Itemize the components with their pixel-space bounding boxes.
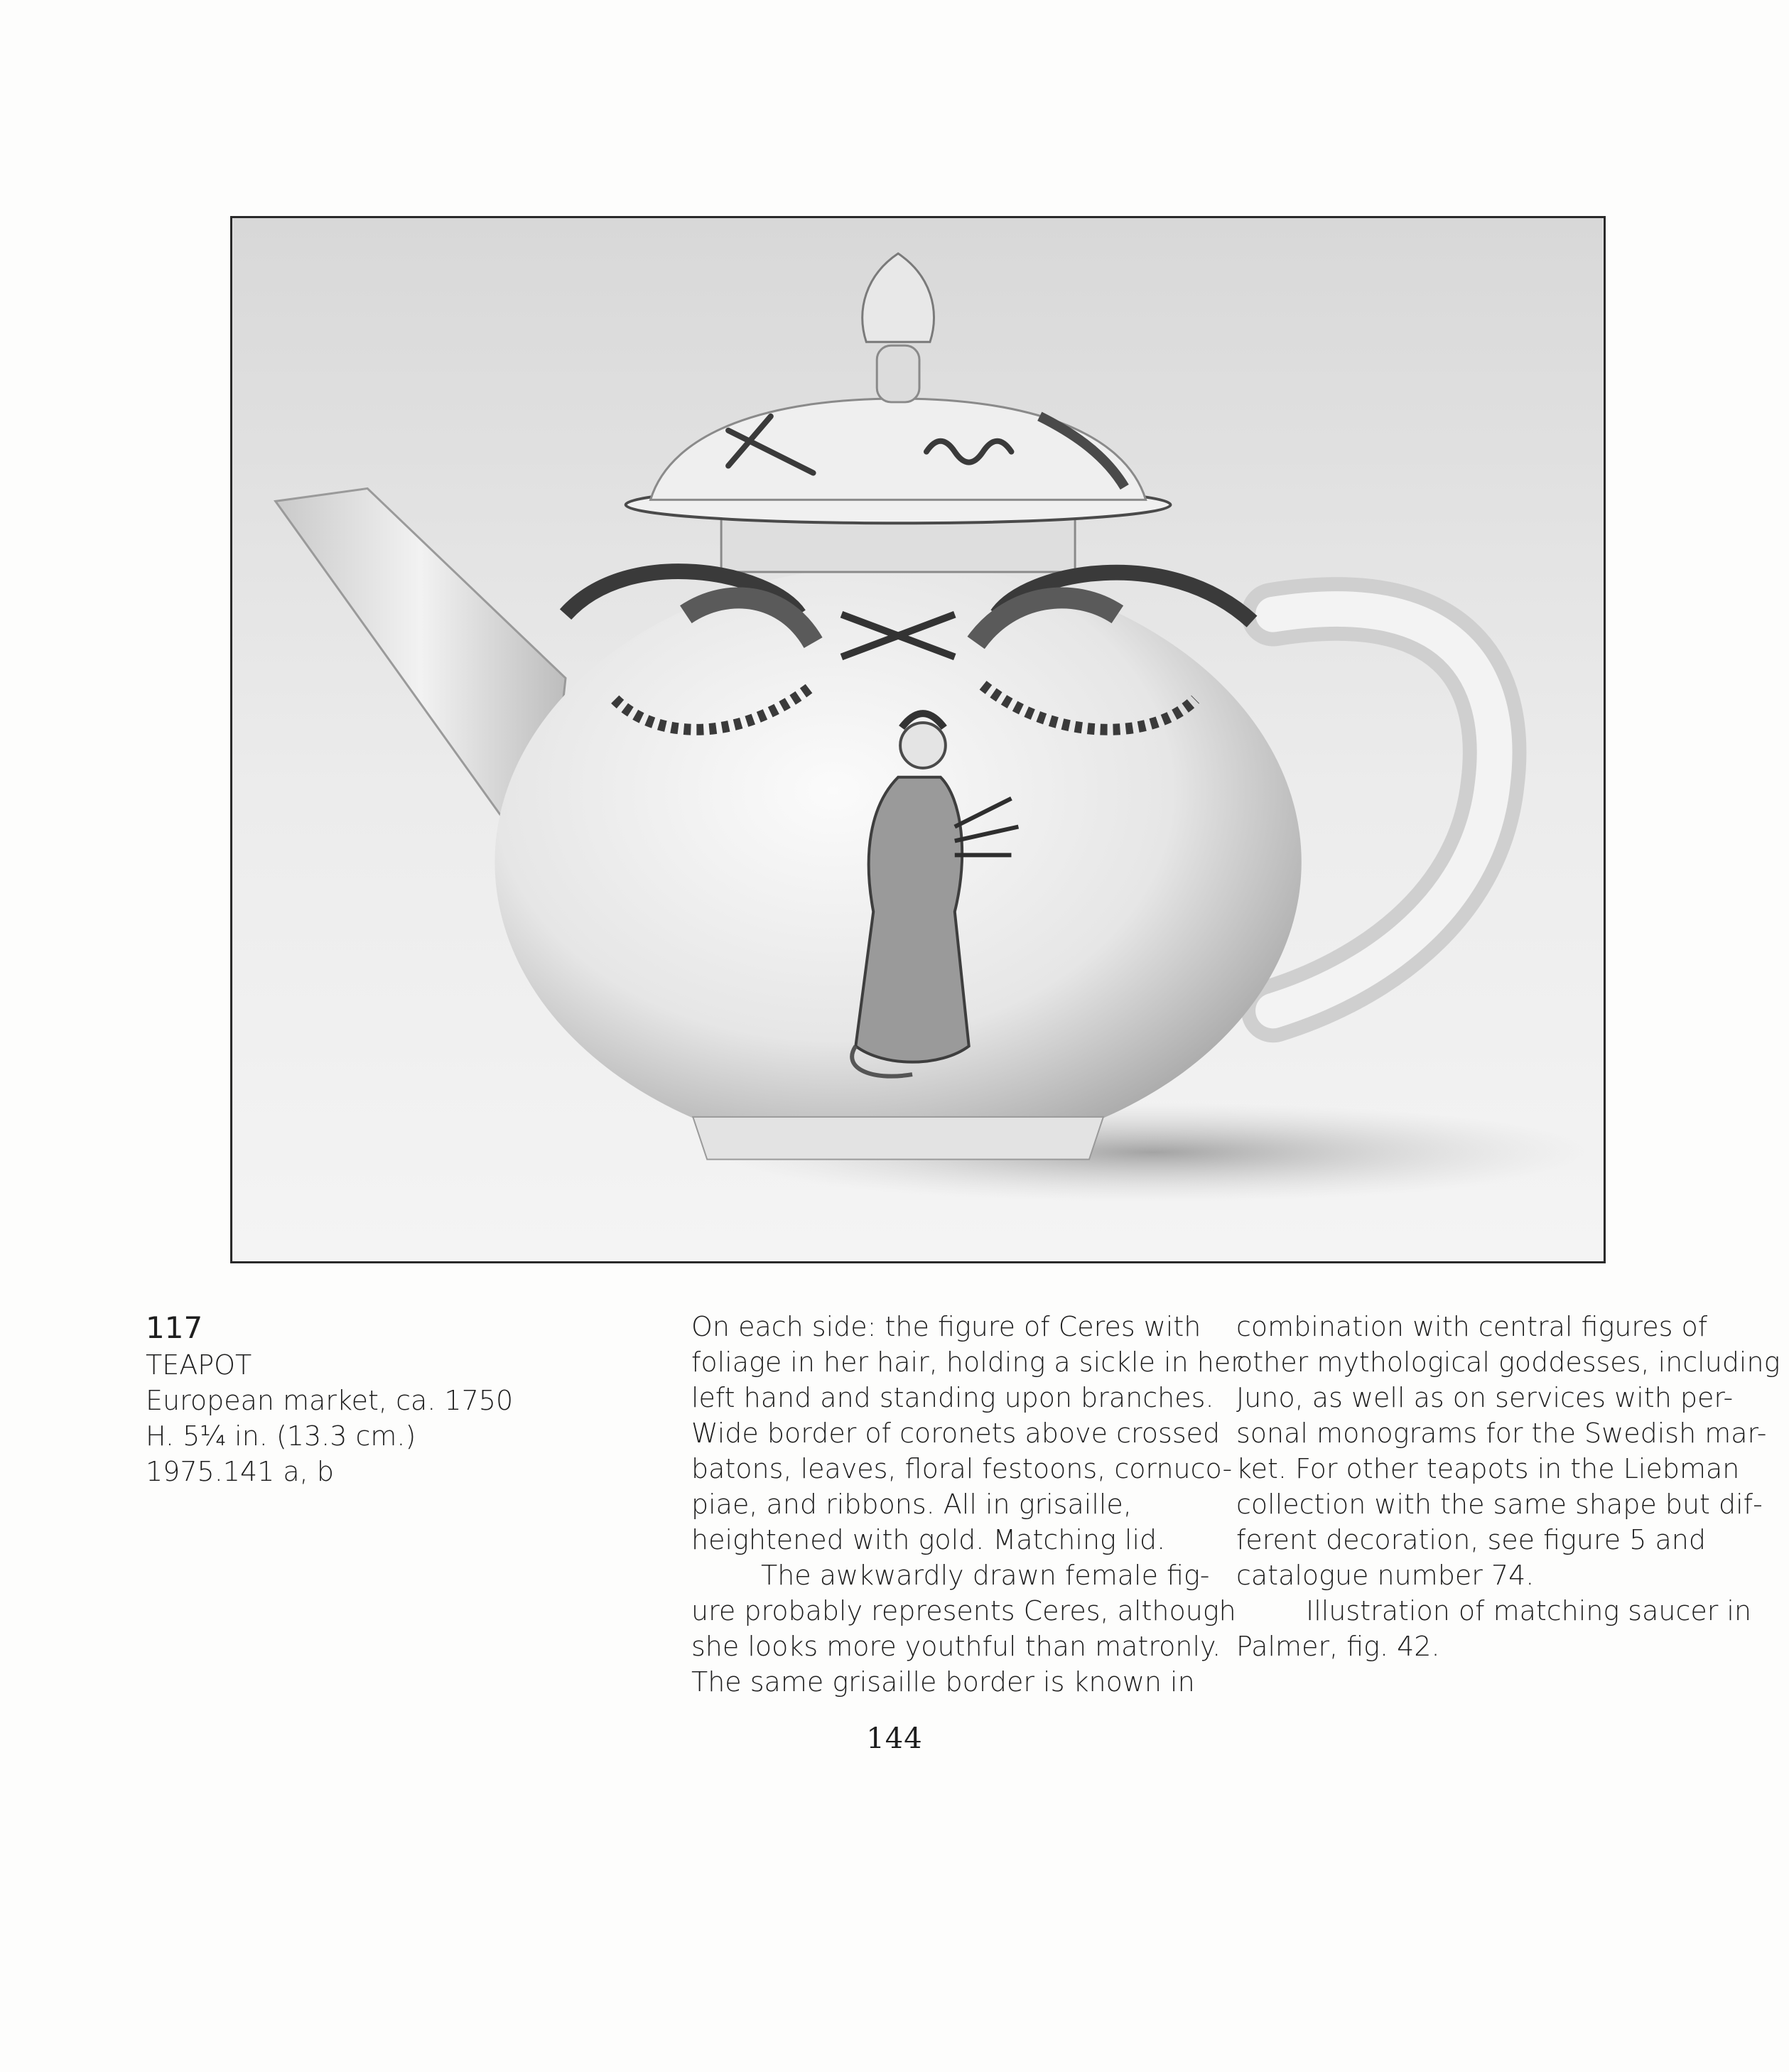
text-line: Palmer, fig. 42. — [1236, 1631, 1440, 1662]
text-line: foliage in her hair, holding a sickle in her — [691, 1347, 1242, 1378]
paragraph — [691, 1309, 1242, 1558]
object-title: TEAPOT — [146, 1349, 252, 1381]
paragraph — [1236, 1593, 1752, 1664]
text-line: heightened with gold. Matching lid. — [691, 1524, 1166, 1555]
text-line: Juno, as well as on services with per- — [1236, 1382, 1734, 1413]
paragraph — [691, 1558, 1236, 1700]
catalogue-caption — [146, 1309, 515, 1489]
paragraph — [1236, 1309, 1780, 1593]
text-line: piae, and ribbons. All in grisaille, — [691, 1489, 1132, 1520]
text-line: she looks more youthful than matronly. — [691, 1631, 1221, 1662]
text-column-2 — [1236, 1309, 1780, 1664]
object-origin: European market, ca. 1750 — [146, 1385, 514, 1416]
catalogue-number: 117 — [146, 1310, 203, 1345]
text-line: left hand and standing upon branches. — [691, 1382, 1214, 1413]
text-line: On each side: the figure of Ceres with — [691, 1311, 1201, 1342]
object-dimensions: H. 5¼ in. (13.3 cm.) — [146, 1420, 416, 1452]
page-number: 144 — [866, 1722, 923, 1755]
text-line: sonal monograms for the Swedish mar- — [1236, 1418, 1767, 1449]
text-line: The same grisaille border is known in — [691, 1666, 1195, 1698]
text-line: ket. For other teapots in the Liebman — [1236, 1453, 1740, 1484]
accession-number: 1975.141 a, b — [146, 1456, 334, 1487]
text-line: Illustration of matching saucer in — [1306, 1595, 1752, 1626]
text-line: catalogue number 74. — [1236, 1560, 1535, 1591]
text-line: Wide border of coronets above crossed — [691, 1418, 1221, 1449]
text-line: ferent decoration, see figure 5 and — [1236, 1524, 1706, 1555]
text-line: batons, leaves, floral festoons, cornuco- — [691, 1453, 1233, 1484]
text-line: other mythological goddesses, including — [1236, 1347, 1780, 1378]
text-column-1 — [691, 1309, 1242, 1700]
text-line: collection with the same shape but dif- — [1236, 1489, 1763, 1520]
teapot-photograph — [230, 216, 1606, 1263]
text-line: The awkwardly drawn female fig- — [761, 1560, 1210, 1591]
text-line: ure probably represents Ceres, although — [691, 1595, 1236, 1626]
text-line: combination with central figures of — [1236, 1311, 1708, 1342]
